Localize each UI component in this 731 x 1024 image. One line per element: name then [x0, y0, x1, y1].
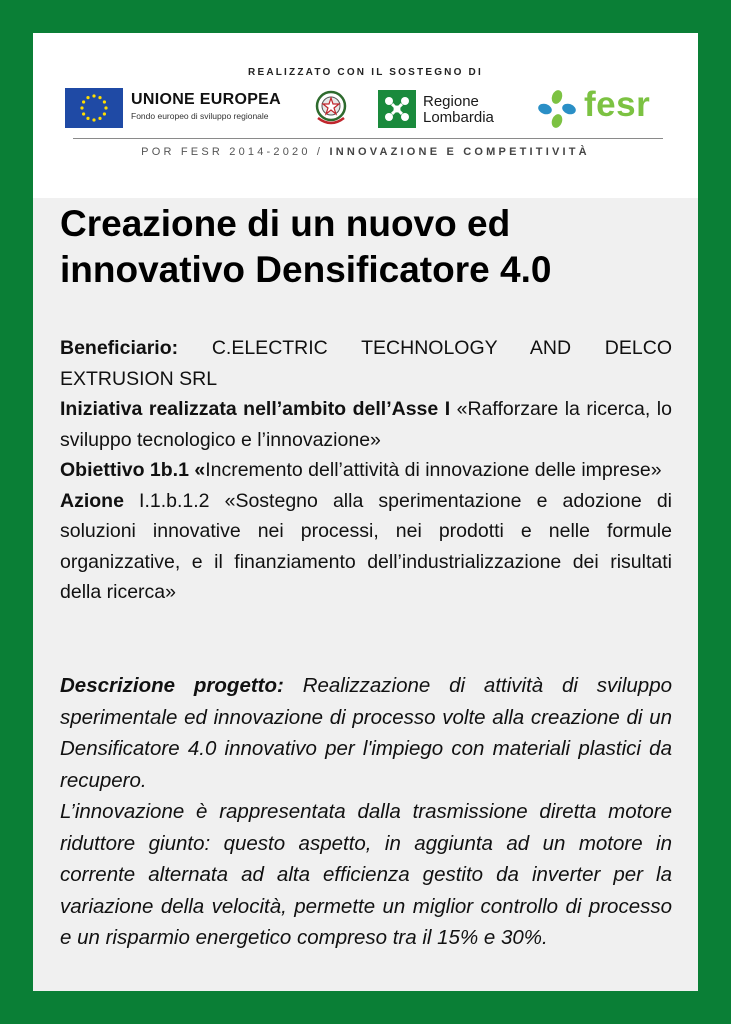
eu-title: UNIONE EUROPEA: [131, 91, 281, 108]
project-info: [60, 333, 672, 608]
description-para1: [60, 670, 672, 796]
description-label: Descrizione progetto:: [60, 674, 284, 697]
program-line: [33, 146, 698, 158]
obiettivo-label: Obiettivo 1b.1 «: [60, 459, 206, 481]
iniziativa-label: Iniziativa realizzata nell’ambito dell’Asse I: [60, 398, 451, 420]
support-text: REALIZZATO CON IL SOSTEGNO DI: [248, 67, 483, 78]
title-line2: innovativo Densificatore 4.0: [60, 249, 552, 290]
region-line1: Regione: [423, 93, 479, 110]
header: [33, 33, 698, 198]
region-name: [423, 94, 494, 126]
page-title: [60, 201, 672, 293]
fesr-mark-icon: [536, 88, 578, 130]
lombardia-logo-icon: [378, 90, 416, 128]
fesr-logo-text: fesr: [584, 85, 651, 124]
beneficiario: [60, 333, 672, 394]
italian-emblem-icon: [313, 88, 349, 130]
beneficiario-label: Beneficiario:: [60, 337, 179, 359]
iniziativa-value: «Rafforzare la ricerca, lo sviluppo tecnologico e l’innovazione»: [60, 398, 672, 451]
obiettivo-value: Incremento dell’attività di innovazione delle imprese»: [205, 459, 662, 481]
program-bold: INNOVAZIONE E COMPETITIVITÀ: [329, 146, 590, 158]
header-divider: [73, 138, 663, 139]
obiettivo: [60, 455, 672, 486]
region-line2: Lombardia: [423, 109, 494, 126]
eu-flag-icon: [65, 88, 123, 128]
beneficiario-value: C.ELECTRIC TECHNOLOGY AND DELCO EXTRUSION SRL: [60, 337, 672, 390]
project-description: [60, 670, 672, 954]
azione-label: Azione: [60, 489, 124, 512]
azione: [60, 486, 672, 608]
description-text1: Realizzazione di attività di sviluppo sperimentale ed innovazione di processo volte alla creazione di un Densificatore 4.0 innovativo per l'impiego con materiali plastici da recupero.: [60, 674, 672, 792]
iniziativa: [60, 394, 672, 455]
program-light: POR FESR 2014-2020 /: [141, 146, 324, 158]
eu-subtitle: Fondo europeo di sviluppo regionale: [131, 111, 269, 121]
poster: [33, 33, 698, 991]
azione-value: I.1.b.1.2 «Sostegno alla sperimentazione e adozione di soluzioni innovative nei processi, nei prodotti e nelle formule organizzative, e il finanziamento dell’industrializzazione dei risultati della ricerca»: [60, 489, 672, 603]
description-para2: L’innovazione è rappresentata dalla trasmissione diretta motore riduttore giunto: questo aspetto, in aggiunta ad un motore in corrente alternata ad alta efficienza gestito da inverter per la variazione della velocità, permette un miglior controllo di processo e un risparmio energetico compreso tra il 15% e 30%.: [60, 800, 672, 949]
title-line1: Creazione di un nuovo ed: [60, 203, 511, 244]
